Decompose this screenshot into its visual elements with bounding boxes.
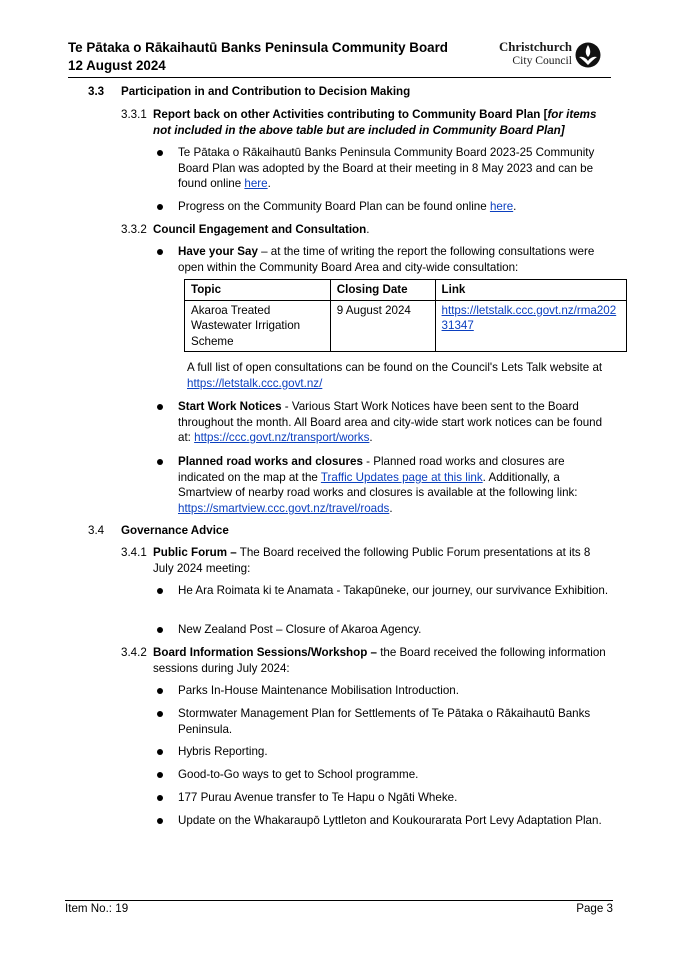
bullet-icon (157, 249, 163, 255)
header-rule (68, 77, 611, 78)
bullet-icon (157, 688, 163, 694)
bullet-icon (157, 772, 163, 778)
list-item: Have your Say – at the time of writing the report the following consultations were open within the Community Board Area and city-wide consultation: (178, 245, 595, 274)
section-3-4-1-number: 3.4.1 (121, 546, 147, 559)
section-3-3-2-number: 3.3.2 (121, 223, 147, 236)
section-3-3-1-number: 3.3.1 (121, 108, 147, 121)
logo-wordmark: Christchurch City Council (499, 40, 572, 67)
consultation-link[interactable]: https://letstalk.ccc.govt.nz/rma20231347 (441, 303, 617, 333)
list-item: Te Pātaka o Rākaihautū Banks Peninsula Community Board 2023-25 Community Board Plan was adopted by the Board at their meeting in 8 May 2023 and can be found online here. (178, 146, 595, 191)
table-header-cell: Link (435, 280, 626, 301)
table-row (185, 300, 627, 352)
section-3-4-2-paragraph: Board Information Sessions/Workshop – the Board received the following information sessions during July 2024: (153, 646, 606, 675)
bullet-icon (157, 459, 163, 465)
board-plan-link[interactable]: here (244, 177, 268, 191)
bullet-icon (157, 150, 163, 156)
document-header-title (68, 39, 488, 75)
list-item: He Ara Roimata ki te Anamata - Takapūneke, our journey, our survivance Exhibition. (178, 584, 609, 597)
full-list-paragraph: A full list of open consultations can be found on the Council's Lets Talk website at https://letstalk.ccc.govt.nz/ (187, 361, 603, 390)
list-item: Stormwater Management Plan for Settlements of Te Pātaka o Rākaihautū Banks Peninsula. (178, 707, 591, 736)
section-3-3-1-title: Report back on other Activities contributing to Community Board Plan [for items not included in the above table but are included in Community Board Plan] (153, 108, 597, 137)
section-3-3-number: 3.3 (88, 85, 105, 98)
list-item: Update on the Whakaraupō Lyttleton and Koukourarata Port Levy Adaptation Plan. (178, 814, 602, 827)
section-3-4-2-number: 3.4.2 (121, 646, 147, 659)
bullet-icon (157, 795, 163, 801)
section-3-4-title: Governance Advice (121, 524, 229, 537)
board-plan-progress-link[interactable]: here (489, 200, 514, 213)
table-cell (435, 300, 626, 352)
list-item: Progress on the Community Board Plan can be found online here. (178, 200, 517, 213)
section-3-3-title: Participation in and Contribution to Decision Making (121, 85, 411, 98)
meeting-date: 12 August 2024 (68, 58, 166, 73)
list-item: Planned road works and closures - Planned road works and closures are indicated on the map at the Traffic Updates page at this link. Additionally, a Smartview of nearby road works and closures is available at the following link: https://smartview.ccc.govt.nz/travel/roads. (178, 455, 578, 515)
board-name: Te Pātaka o Rākaihautū Banks Peninsula Community Board (68, 40, 448, 55)
table-header-cell: Topic (185, 280, 331, 301)
section-3-4-number: 3.4 (88, 524, 105, 537)
section-3-4-1-paragraph: Public Forum – The Board received the following Public Forum presentations at its 8 July 2024 meeting: (153, 546, 591, 575)
bullet-icon (157, 588, 163, 594)
list-item: 177 Purau Avenue transfer to Te Hapu o Ngāti Wheke. (178, 791, 458, 804)
smartview-link[interactable]: https://smartview.ccc.govt.nz/travel/roads (178, 501, 390, 515)
council-emblem-icon (575, 42, 601, 68)
bullet-icon (157, 404, 163, 410)
item-number: Item No.: 19 (65, 902, 129, 915)
bullet-icon (157, 627, 163, 633)
list-item: Good-to-Go ways to get to School programme. (178, 768, 419, 781)
footer-rule (65, 900, 613, 901)
bullet-icon (157, 204, 163, 210)
lets-talk-link[interactable]: https://letstalk.ccc.govt.nz/ (187, 376, 323, 390)
table-header-row (185, 280, 627, 301)
list-item: Hybris Reporting. (178, 745, 268, 758)
table-header-cell: Closing Date (330, 280, 435, 301)
table-cell: Akaroa Treated Wastewater Irrigation Scheme (185, 300, 331, 352)
list-item: Parks In-House Maintenance Mobilisation Introduction. (178, 684, 459, 697)
list-item: New Zealand Post – Closure of Akaroa Agency. (178, 623, 422, 636)
council-logo (497, 41, 609, 69)
bullet-icon (157, 749, 163, 755)
page-number: Page 3 (576, 902, 613, 915)
traffic-updates-link[interactable]: Traffic Updates page at this link (320, 470, 483, 484)
list-item: Start Work Notices - Various Start Work Notices have been sent to the Board throughout the month. All Board area and city-wide start work notices can be found at: https://ccc.govt.nz/transport/works. (178, 400, 603, 445)
section-3-3-2-title: Council Engagement and Consultation. (153, 223, 370, 236)
bullet-icon (157, 818, 163, 824)
table-cell: 9 August 2024 (330, 300, 435, 352)
consultations-table (184, 279, 627, 352)
bullet-icon (157, 711, 163, 717)
transport-works-link[interactable]: https://ccc.govt.nz/transport/works (194, 431, 370, 445)
